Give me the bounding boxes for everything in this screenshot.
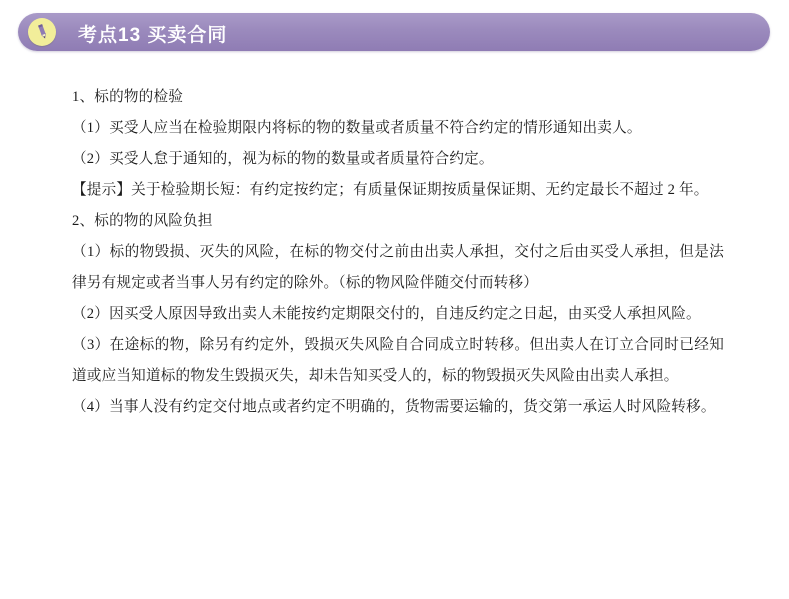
paragraph: 1、标的物的检验: [72, 89, 184, 105]
paragraph: （4）当事人没有约定交付地点或者约定不明确的，货物需要运输的，货交第一承运人时风险转移。: [72, 399, 716, 415]
page-title: 考点13 买卖合同: [78, 25, 228, 46]
body-content: [72, 82, 724, 423]
paragraph: （1）买受人应当在检验期限内将标的物的数量或者质量不符合约定的情形通知出卖人。: [72, 120, 642, 136]
paragraph: 【提示】关于检验期长短：有约定按约定；有质量保证期按质量保证期、无约定最长不超过 2 年。: [72, 182, 709, 198]
paragraph: （2）买受人怠于通知的，视为标的物的数量或者质量符合约定。: [72, 151, 494, 167]
paragraph: （2）因买受人原因导致出卖人未能按约定期限交付的，自违反约定之日起，由买受人承担风险。: [72, 306, 701, 322]
pencil-icon-svg: [34, 23, 51, 40]
paragraph: （1）标的物毁损、灭失的风险，在标的物交付之前由出卖人承担，交付之后由买受人承担，但是法律另有规定或者当事人另有约定的除外。（标的物风险伴随交付而转移）: [72, 244, 724, 291]
pencil-icon: [28, 18, 56, 46]
paragraph: （3）在途标的物，除另有约定外，毁损灭失风险自合同成立时转移。但出卖人在订立合同时已经知道或应当知道标的物发生毁损灭失，却未告知买受人的，标的物毁损灭失风险由出卖人承担。: [72, 337, 724, 384]
paragraph: 2、标的物的风险负担: [72, 213, 213, 229]
